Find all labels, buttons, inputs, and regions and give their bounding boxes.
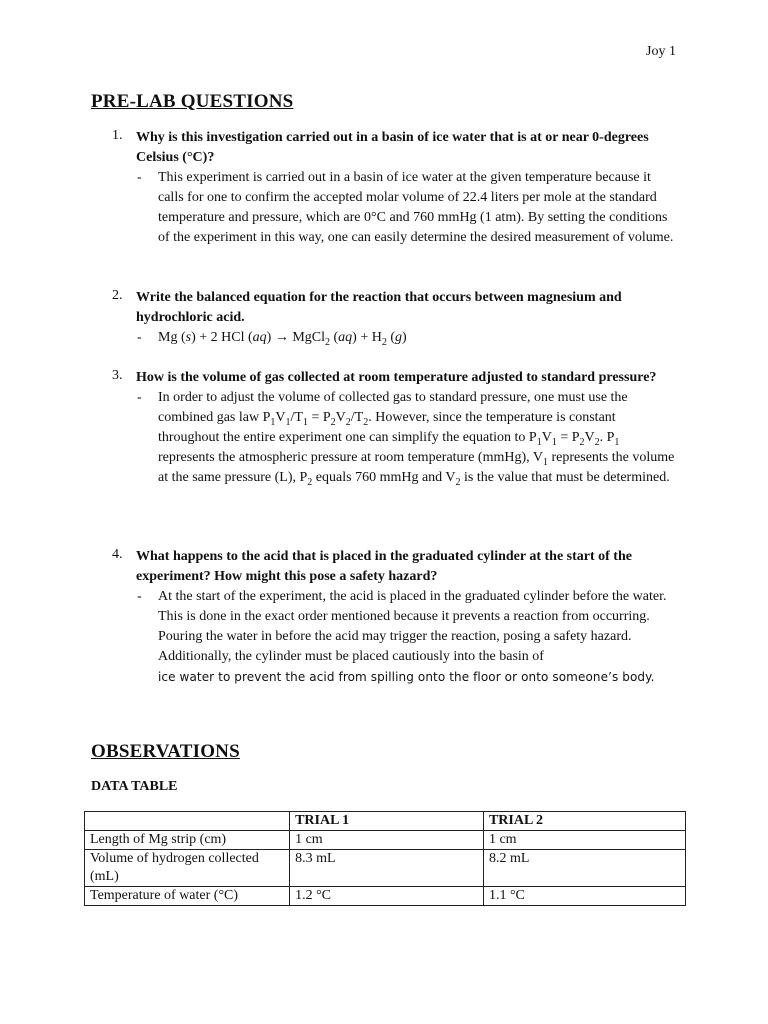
table-cell: 1 cm [290,831,484,850]
answer-3 [112,388,678,488]
question-text: How is the volume of gas collected at room temperature adjusted to standard pressure? [136,370,657,385]
question-text: What happens to the acid that is placed in the graduated cylinder at the start of the experiment? How might this pose a safety hazard? [136,549,632,584]
answer-dash: - [137,330,142,345]
data-table [84,811,686,906]
question-1 [112,128,678,248]
answer-text: At the start of the experiment, the acid is placed in the graduated cylinder before the water. This is done in the exact order mentioned because it prevents a reaction from occurring. Pouring the water in before the acid may trigger the reaction, posing a safety hazard. Additionally, the cylinder must be placed cautiously into the basin of [158,589,667,664]
table-cell: 1 cm [483,831,685,850]
observations-title: OBSERVATIONS [91,741,240,762]
question-number: 2. [112,288,123,303]
table-cell: Length of Mg strip (cm) [85,831,290,850]
question-text: Write the balanced equation for the reaction that occurs between magnesium and hydrochloric acid. [136,290,622,325]
prelab-title: PRE-LAB QUESTIONS [91,91,294,112]
chemical-equation: Mg (s) + 2 HCl (aq) → MgCl$_2$ $(aq) + H_2$ (g) [158,330,407,348]
table-cell: 8.2 mL [483,850,685,887]
table-header-row [85,812,686,831]
answer-text-tail: ice water to prevent the acid from spilling onto the floor or onto someone’s body. [158,670,655,684]
table-cell: 8.3 mL [290,850,484,887]
table-cell: 1.2 °C [290,887,484,906]
column-header: TRIAL 2 [483,812,685,831]
table-row [85,850,686,887]
page-header: Joy 1 [646,44,676,59]
answer-text: In order to adjust the volume of collected gas to standard pressure, one must use the combined gas law $P_1V_1/T_1 = P_2V_2/T_2$. However, since the temperature is constant throughout the entire experiment one can simplify the equation to $P_1V_1 = P_2V_2$. $P_1$ represents the atmospheric pressure at room temperature (mmHg), $V_1$ represents the volume at the same pressure (L), $P_2$ equals 760 mmHg and $V_2$ is the value that must be determined. [158,390,675,488]
answer-dash: - [137,390,142,405]
question-4 [112,547,678,687]
data-table-title: DATA TABLE [91,779,178,794]
answer-dash: - [137,170,142,185]
question-number: 4. [112,547,123,562]
table-row [85,887,686,906]
question-number: 1. [112,128,123,143]
question-number: 3. [112,368,123,383]
answer-dash: - [137,589,142,604]
answer-2 [112,328,678,348]
answer-1 [112,168,678,248]
answer-text: This experiment is carried out in a basin of ice water at the given temperature because it calls for one to confirm the accepted molar volume of 22.4 liters per mole at the standard temperature and pressure, which are 0°C and 760 mmHg (1 atm). By setting the conditions of the experiment in this way, one can easily determine the desired measurement of volume. [158,170,674,245]
column-header: TRIAL 1 [290,812,484,831]
table-cell: 1.1 °C [483,887,685,906]
table-cell: Temperature of water (°C) [85,887,290,906]
question-3 [112,368,678,488]
column-header [85,812,290,831]
table-cell: Volume of hydrogen collected (mL) [85,850,290,887]
table-row [85,831,686,850]
question-text: Why is this investigation carried out in a basin of ice water that is at or near 0-degrees Celsius (°C)? [136,130,649,165]
reaction-arrow-icon: → [274,330,289,345]
question-2 [112,288,678,348]
answer-4 [112,587,678,687]
